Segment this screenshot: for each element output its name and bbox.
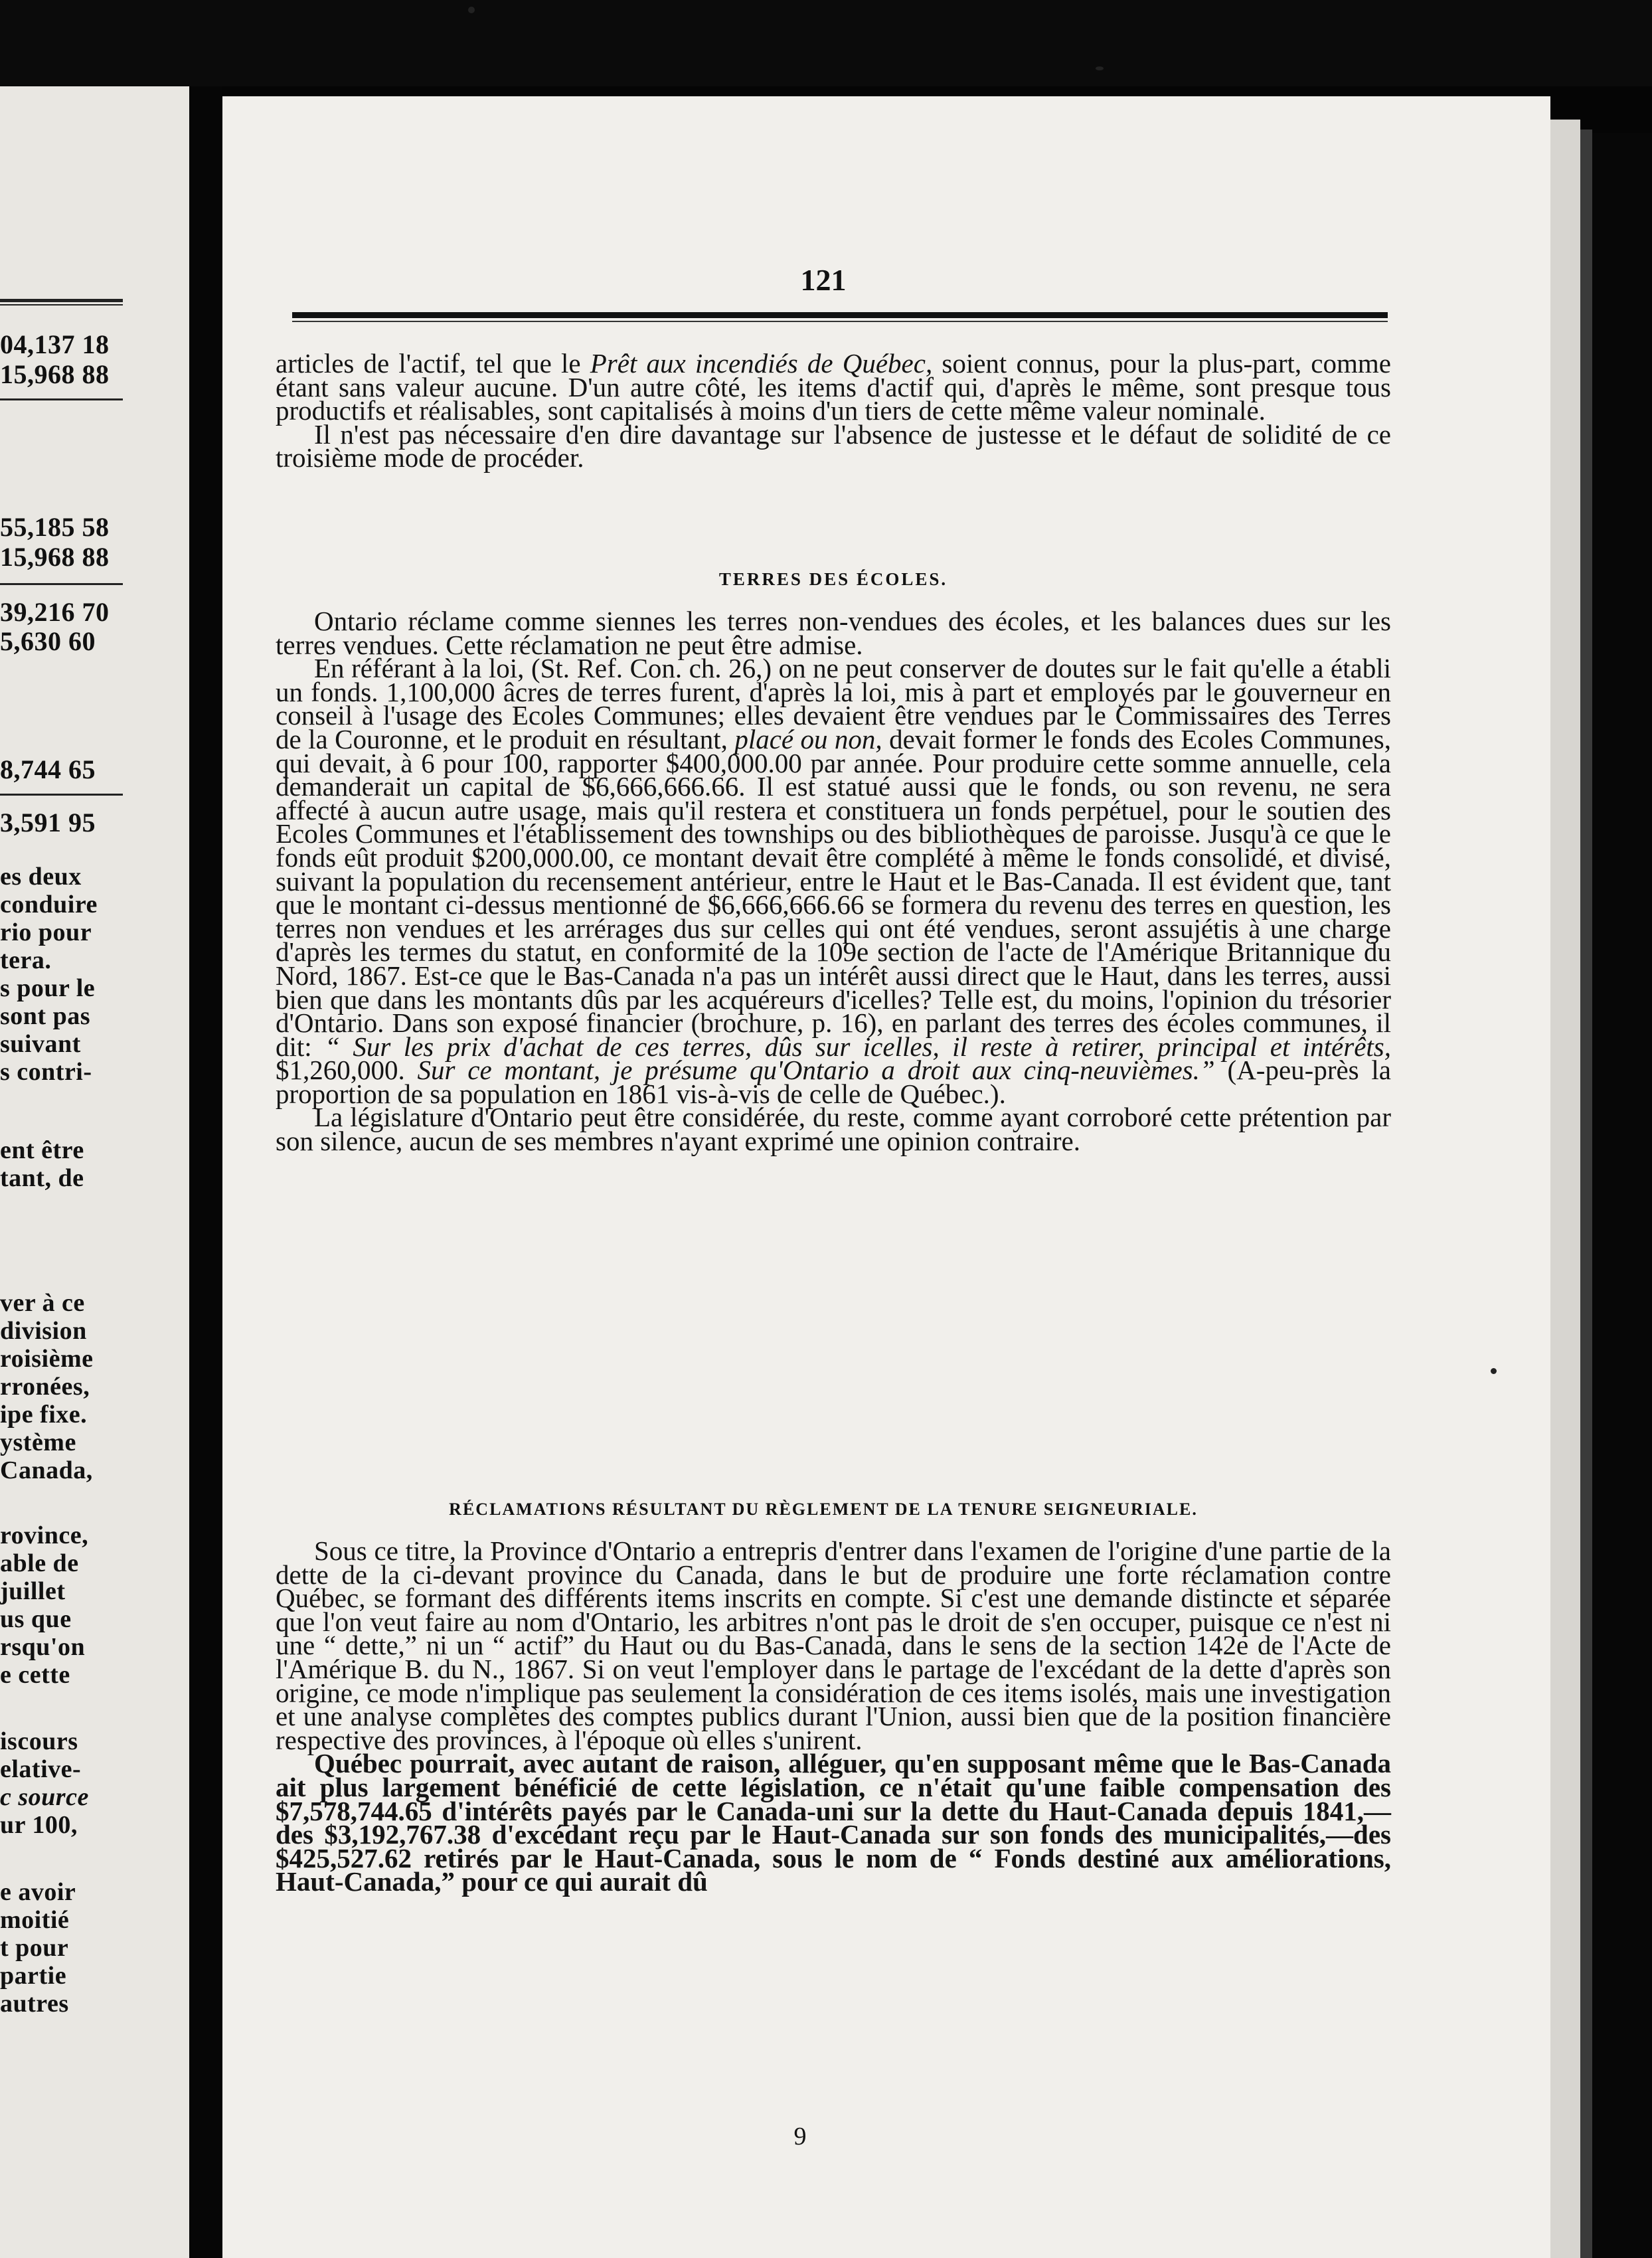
left-page-rule xyxy=(0,583,123,585)
left-page-text-line: partie xyxy=(0,1962,67,1990)
left-page-text-line: es deux xyxy=(0,863,82,891)
ecoles-paragraph-2-part-c: (A-peu-près la proportion de sa population en 1861 vis-à-vis de celle de Québec.). xyxy=(276,1055,1392,1109)
ecoles-paragraph-2-part-b: devait former le fonds des Ecoles Communes, qui devait, à 6 pour 100, rapporter $400,000.00 par année. Pour produire cette somme annuelle, cela demanderait un capital de $6,666,666.66. Il est statué aussi que le fonds, ou son revenu, ne sera affecté à aucun autre usage, mais qu'il restera et constituera un fonds perpétuel, pour le soutien des Ecoles Communes et l'établissement des townships ou des bibliothèques de paroisse. Jusqu'à ce que le fonds eût produit $200,000.00, ce montant devait être complété à même le fonds consolidé, et divisé, suivant la population du recensement antérieur, entre le Haut et le Bas-Canada. Il est évident que, tant que le montant ci-dessus mentionné de $6,666,666.66 se formera du revenu des terres en question, les terres non vendues et les arrérages dus sur celles qui ont été vendues, seront assujétis à une charge d'après les termes du statut, en conformité de la 109e section de l'acte de l'Amérique Britannique du Nord, 1867. Est-ce que le Bas-Canada n'a pas un intérêt aussi direct que le Haut, dans les terres, aussi bien que dans les montants dûs par les acquéreurs d'icelles? Telle est, du moins, l'opinion du trésorier d'Ontario. Dans son exposé financier (brochure, p. 16), en parlant des terres des écoles communes, il dit: xyxy=(276,723,1391,1062)
left-facing-page xyxy=(0,86,189,2258)
seigneuriale-paragraph-1: Sous ce titre, la Province d'Ontario a entrepris d'entrer dans l'examen de l'origine d'une partie de la dette de la ci-devant province du Canada, dans le but de produire une forte réclamation contre Québec, se formant des différents items inscrits en compte. Si c'est une demande distincte et séparée que l'on veut faire au nom d'Ontario, les arbitres n'ont pas le droit de s'en occuper, puisque ce n'est ni une “ dette,” ni un “ actif” du Haut ou du Bas-Canada, dans le sens de la section 142e de l'Acte de l'Amérique B. du N., 1867. Si on veut l'employer dans le partage de l'excédant de la dette d'après son origine, ce mode n'implique pas seulement la considération de ces items isolés, mais une investigation et une analyse complètes des comptes publics durant l'Union, aussi bien que de la position financière respective des provinces, à l'époque où elles s'unirent. xyxy=(276,1535,1391,1755)
left-page-figure: 04,137 18 xyxy=(0,329,110,359)
left-page-text-line: autres xyxy=(0,1990,69,2018)
left-page-text-line: ent être xyxy=(0,1136,84,1164)
left-page-figure: 8,744 65 xyxy=(0,754,96,784)
intro-paragraph-2: Il n'est pas nécessaire d'en dire davantage sur l'absence de justesse et le défaut de solidité de ce troisième mode de procéder. xyxy=(276,418,1391,474)
ecoles-paragraph-2 xyxy=(276,653,1392,1109)
left-page-text-line: ver à ce xyxy=(0,1289,85,1317)
left-page-figure: 15,968 88 xyxy=(0,542,110,572)
left-page-figure: 55,185 58 xyxy=(0,512,110,542)
left-page-text-line: moitié xyxy=(0,1906,70,1934)
heading-terres-des-ecoles: TERRES DES ÉCOLES. xyxy=(718,569,948,589)
left-page-rule xyxy=(0,398,123,400)
seigneuriale-section xyxy=(276,1535,1391,1897)
left-page-text-line: sont pas xyxy=(0,1002,90,1030)
left-page-text-line: ur 100, xyxy=(0,1811,78,1839)
left-page-text-line: s pour le xyxy=(0,974,96,1002)
left-page-text-line: ipe fixe. xyxy=(0,1401,88,1429)
seigneuriale-paragraph-2: Québec pourrait, avec autant de raison, alléguer, qu'en supposant même que le Bas-Canada ait plus largement bénéficié de cette législation, ce n'était qu'une faible compensation des $7,578,744.65 d'intérêts payés par le Canada-uni sur la dette du Haut-Canada depuis 1841,—des $3,192,767.38 d'excédant reçu par le Haut-Canada sur son fonds des municipalités,—des $425,527.62 retirés par le Haut-Canada, sous le nom de “ Fonds destiné aux améliorations, Haut-Canada,” pour ce qui aurait dû xyxy=(276,1748,1391,1897)
left-page-text-line: s contri- xyxy=(0,1058,92,1086)
ecoles-section xyxy=(276,606,1392,1157)
left-page-text-line: ystème xyxy=(0,1429,76,1456)
scan-background-right xyxy=(1592,133,1652,2258)
scan-speck xyxy=(468,7,475,13)
intro-paragraph-1-text: articles de l'actif, tel que le xyxy=(276,348,590,379)
left-page-figure: 15,968 88 xyxy=(0,359,110,389)
left-page-text-line: Canada, xyxy=(0,1456,93,1484)
left-page-text-line: conduire xyxy=(0,891,98,918)
ecoles-paragraph-3: La législature d'Ontario peut être considérée, du reste, comme ayant corroboré cette prétention par son silence, aucun de ses membres n'ayant exprimé une opinion contraire. xyxy=(276,1102,1391,1157)
intro-paragraph xyxy=(276,348,1391,426)
left-page-text-line: t pour xyxy=(0,1934,69,1962)
ecoles-paragraph-2-amount: $1,260,000. xyxy=(276,1055,405,1086)
left-page-text-line: rovince, xyxy=(0,1521,89,1549)
left-page-rule-thin xyxy=(0,304,123,305)
left-page-figure: 3,591 95 xyxy=(0,808,96,837)
ecoles-paragraph-2-italic: placé ou non, xyxy=(734,723,882,754)
scan-speck xyxy=(1096,66,1104,70)
header-rule-thin xyxy=(292,321,1388,322)
scan-background-top xyxy=(0,0,1652,86)
ecoles-paragraph-1: Ontario réclame comme siennes les terres non-vendues des écoles, et les balances dues sur les terres vendues. Cette réclamation ne peut être admise. xyxy=(276,606,1391,660)
left-page-text-line: e avoir xyxy=(0,1878,76,1906)
ecoles-paragraph-2-part-a: En référant à la loi, (St. Ref. Con. ch. 26,) on ne peut conserver de doutes sur le fait qu'elle a établi un fonds. 1,100,000 âcres de terres furent, d'après la loi, mis à part et employés par le gouverneur en conseil à l'usage des Ecoles Communes; elles devaient être vendues par le Commissaires des Terres de la Couronne, et le produit en résultant, xyxy=(276,653,1391,754)
book-gutter xyxy=(189,86,222,2258)
left-page-figure: 5,630 60 xyxy=(0,626,96,656)
header-rule xyxy=(292,312,1388,318)
page-edge xyxy=(1550,120,1580,2258)
heading-reclamations-tenure-seigneuriale: RÉCLAMATIONS RÉSULTANT DU RÈGLEMENT DE LA TENURE SEIGNEURIALE. xyxy=(449,1500,1198,1519)
left-page-text-line: elative- xyxy=(0,1755,82,1783)
intro-section xyxy=(276,348,1391,474)
scan-speck xyxy=(1491,1368,1497,1374)
left-page-text-line: roisième xyxy=(0,1345,94,1373)
ecoles-paragraph-2-quote: “ Sur les prix d'achat de ces terres, dûs sur icelles, il reste à retirer, principal et intérêts, xyxy=(325,1031,1391,1062)
left-page-figure: 39,216 70 xyxy=(0,597,110,627)
left-page-text-line: juillet xyxy=(0,1577,66,1605)
left-page-text-line: iscours xyxy=(0,1727,78,1755)
left-page-text-line: rio pour xyxy=(0,918,92,946)
left-page-text-line: able de xyxy=(0,1549,79,1577)
page-number: 121 xyxy=(800,263,847,297)
left-page-rule xyxy=(0,794,123,796)
left-page-text-line: c source xyxy=(0,1783,89,1811)
left-page-rule xyxy=(0,299,123,302)
left-page-text-line: tant, de xyxy=(0,1164,84,1192)
ecoles-paragraph-2-quote-2: Sur ce montant, je présume qu'Ontario a droit aux cinq-neuvièmes.” xyxy=(417,1055,1215,1086)
left-page-text-line: suivant xyxy=(0,1030,81,1058)
left-page-text-line: division xyxy=(0,1317,87,1345)
intro-paragraph-1-italic: Prêt aux incendiés de Québec, xyxy=(590,348,933,379)
left-page-text-line: us que xyxy=(0,1605,72,1633)
left-page-text-line: tera. xyxy=(0,946,52,974)
page-edge-shadow xyxy=(1580,130,1592,2258)
left-page-text-line: rronées, xyxy=(0,1373,90,1401)
intro-paragraph-1-text: soient connus, pour la plus-part, comme étant sans valeur aucune. D'un autre côté, les items d'actif qui, d'après le même, sont presque tous productifs et réalisables, sont capitalisés à moins d'un tiers de cette même valeur nominale. xyxy=(276,348,1391,426)
left-page-text-line: rsqu'on xyxy=(0,1633,86,1661)
left-page-text-line: e cette xyxy=(0,1661,70,1689)
signature-mark: 9 xyxy=(793,2123,807,2150)
